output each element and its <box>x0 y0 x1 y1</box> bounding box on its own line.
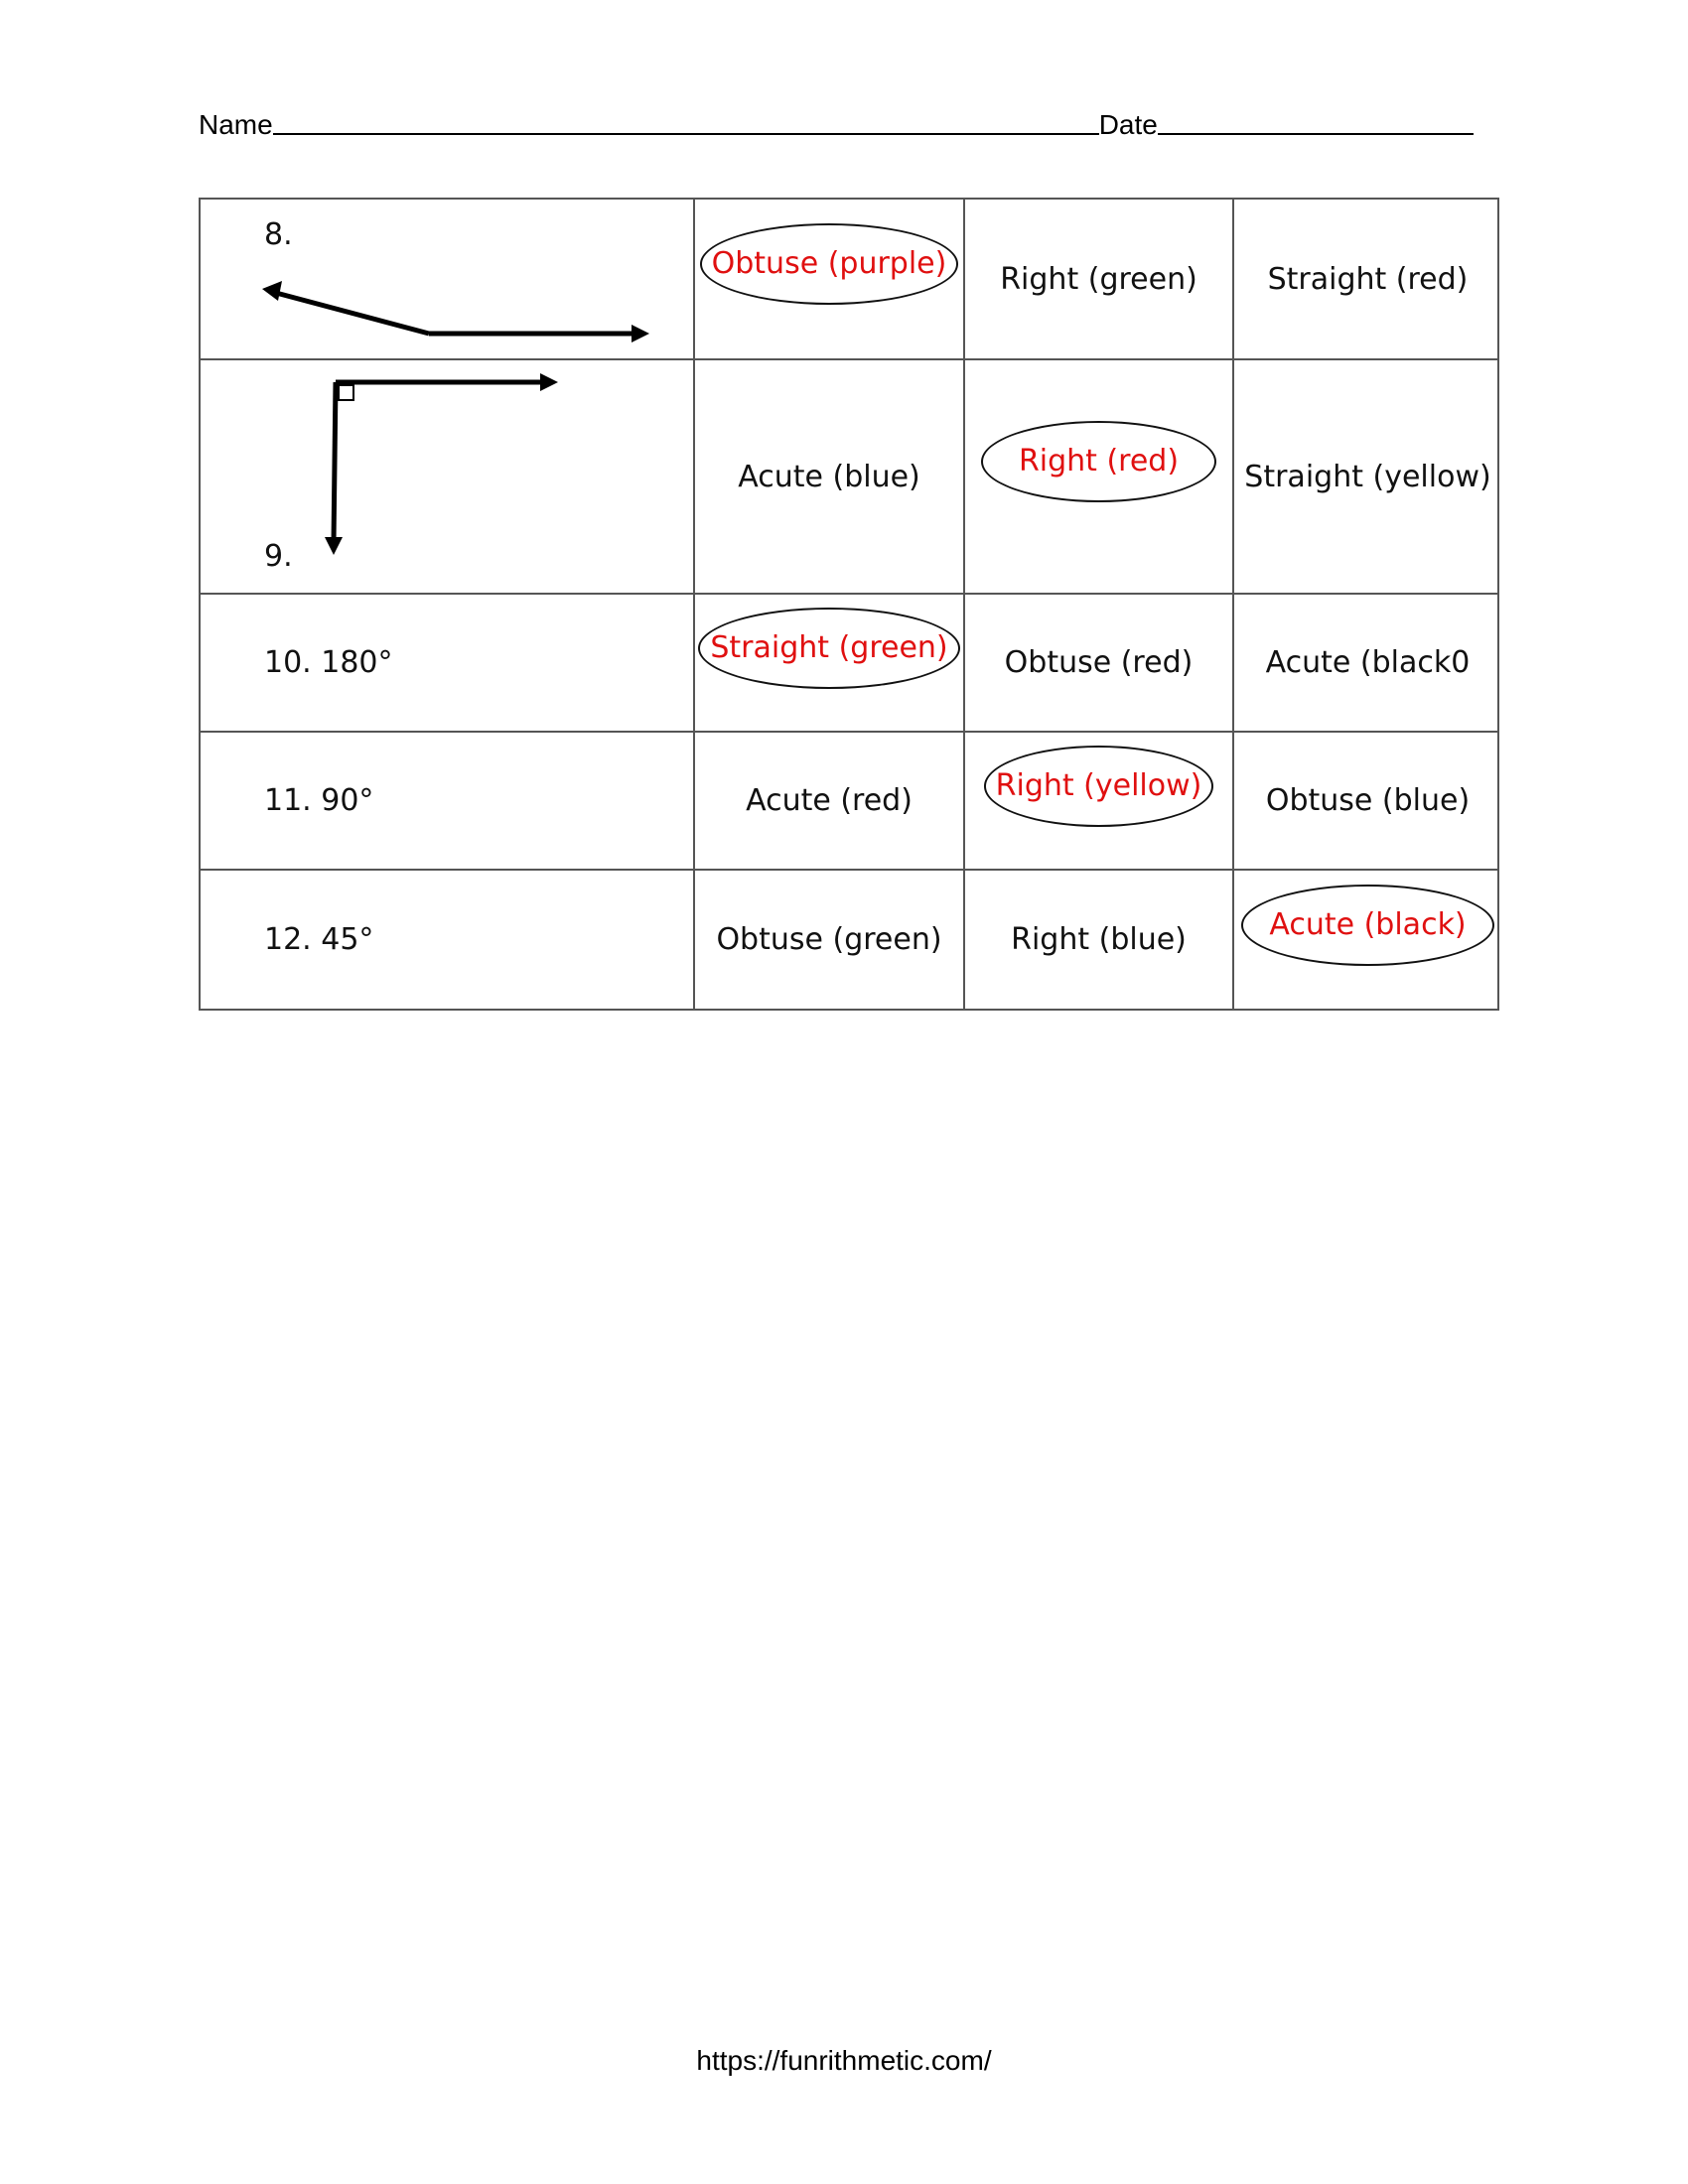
question-cell <box>201 871 693 1009</box>
option-cell[interactable] <box>693 733 963 869</box>
name-date-header <box>199 101 1479 141</box>
option-cell[interactable] <box>1232 871 1501 1009</box>
question-text: 10. 180° <box>264 645 393 680</box>
option-label: Straight (red) <box>1267 261 1469 297</box>
option-cell[interactable] <box>693 200 963 358</box>
angle-worksheet-table <box>199 198 1499 1011</box>
option-cell[interactable] <box>1232 733 1501 869</box>
question-cell <box>201 595 693 731</box>
option-label: Acute (blue) <box>738 459 920 494</box>
circled-answer[interactable]: Acute (black) <box>1241 885 1493 966</box>
question-number: 9. <box>264 539 293 574</box>
option-cell[interactable] <box>693 871 963 1009</box>
option-label: Obtuse (blue) <box>1265 783 1471 818</box>
option-cell[interactable] <box>963 733 1232 869</box>
circled-answer[interactable]: Obtuse (purple) <box>700 223 959 305</box>
circled-answer[interactable]: Straight (green) <box>698 608 959 689</box>
question-cell <box>201 200 693 358</box>
question-cell <box>201 733 693 869</box>
option-label: Obtuse (green) <box>716 922 942 957</box>
question-text: 11. 90° <box>264 783 374 818</box>
question-cell <box>201 360 693 593</box>
option-cell[interactable] <box>963 595 1232 731</box>
name-label: Name <box>199 109 273 140</box>
circled-answer[interactable]: Right (red) <box>981 421 1216 502</box>
date-blank-line[interactable] <box>1158 132 1474 135</box>
date-label: Date <box>1098 109 1158 140</box>
option-label: Acute (black0 <box>1265 645 1471 680</box>
option-cell[interactable] <box>963 360 1232 593</box>
name-blank-line[interactable] <box>273 132 1099 135</box>
option-cell[interactable] <box>963 200 1232 358</box>
table-row <box>201 360 1497 595</box>
option-cell[interactable] <box>1232 200 1501 358</box>
option-cell[interactable] <box>963 871 1232 1009</box>
option-label: Acute (red) <box>746 783 913 818</box>
option-cell[interactable] <box>693 595 963 731</box>
footer-url[interactable]: https://funrithmetic.com/ <box>696 2045 992 2076</box>
option-cell[interactable] <box>693 360 963 593</box>
question-text: 12. 45° <box>264 922 374 957</box>
table-row <box>201 733 1497 871</box>
table-row <box>201 595 1497 733</box>
table-row <box>201 871 1497 1009</box>
obtuse-angle-diagram <box>201 200 693 360</box>
option-cell[interactable] <box>1232 360 1501 593</box>
question-number: 8. <box>264 217 293 252</box>
option-label: Straight (yellow) <box>1244 459 1491 494</box>
circled-answer[interactable]: Right (yellow) <box>984 746 1214 827</box>
right-angle-diagram <box>201 360 693 595</box>
option-label: Obtuse (red) <box>1004 645 1194 680</box>
option-label: Right (green) <box>1000 261 1197 297</box>
option-cell[interactable] <box>1232 595 1501 731</box>
table-row <box>201 200 1497 360</box>
option-label: Right (blue) <box>1011 922 1187 957</box>
